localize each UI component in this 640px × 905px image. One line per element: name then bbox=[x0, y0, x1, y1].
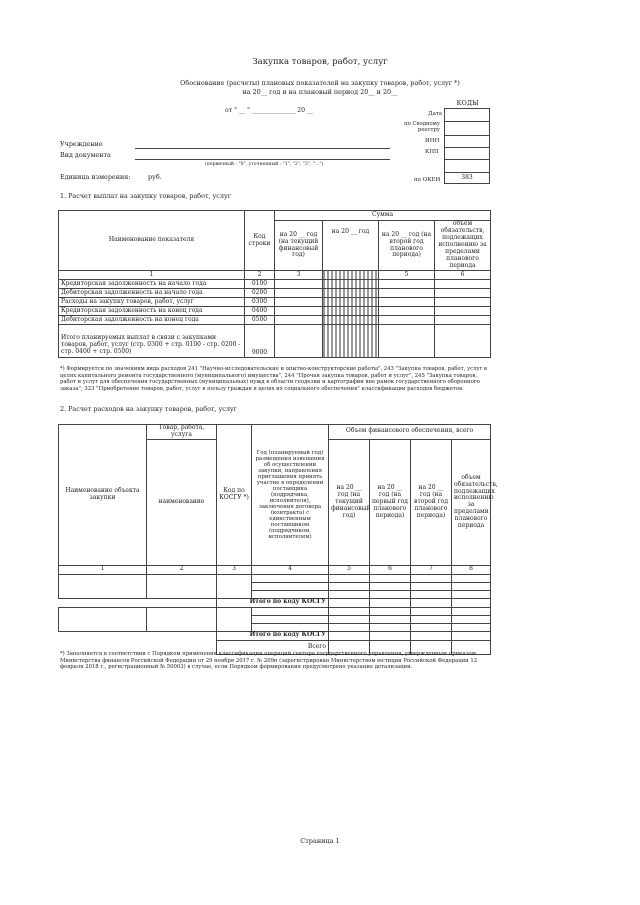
codes-table bbox=[444, 108, 490, 184]
value-cell[interactable] bbox=[452, 590, 491, 598]
okei-label: по ОКЕИ bbox=[414, 177, 441, 183]
value-cell[interactable] bbox=[379, 298, 435, 307]
year-cell[interactable] bbox=[252, 615, 329, 623]
doc-type-hint: (первичный - "0", уточненный - "1", "2", "3", "...") bbox=[205, 162, 324, 167]
subtotal-label: Итого по коду КОСГУ bbox=[217, 631, 329, 640]
goods-cell[interactable] bbox=[147, 607, 217, 631]
value-cell[interactable] bbox=[275, 307, 323, 316]
value-cell[interactable] bbox=[370, 631, 411, 640]
col-kosgu: Код по КОСГУ *) bbox=[217, 425, 252, 566]
row-code: 0100 bbox=[245, 280, 275, 289]
total-row-code: 9000 bbox=[245, 325, 275, 358]
value-cell[interactable] bbox=[379, 280, 435, 289]
year-cell[interactable] bbox=[252, 590, 329, 598]
value-cell[interactable] bbox=[275, 325, 323, 358]
table-row bbox=[59, 298, 491, 307]
section1-title: 1. Расчет выплат на закупку товаров, работ, услуг bbox=[60, 192, 232, 200]
row-name: Кредиторская задолженность на конец года bbox=[59, 307, 245, 316]
total-row bbox=[59, 325, 491, 358]
value-cell[interactable] bbox=[379, 307, 435, 316]
section2-title: 2. Расчет расходов на закупку товаров, работ, услуг bbox=[60, 405, 238, 413]
col-beyond-plan: объем обязательств, подлежащих исполнению за пределами планового периода bbox=[435, 221, 491, 271]
col-goods-name: наименование bbox=[147, 439, 217, 565]
subtotal-label: Итого по коду КОСГУ bbox=[217, 598, 329, 607]
value-cell[interactable] bbox=[435, 298, 491, 307]
value-cell[interactable] bbox=[370, 623, 411, 631]
page-number: Страница 1 bbox=[300, 837, 340, 845]
col-first-plan-year: на 20 __ год bbox=[323, 221, 379, 271]
col-num-1: 1 bbox=[59, 271, 245, 280]
value-cell[interactable] bbox=[452, 615, 491, 623]
col-num-4: 4 bbox=[252, 565, 329, 574]
col-num-3: 3 bbox=[217, 565, 252, 574]
hatched-cell bbox=[323, 271, 379, 280]
document-date: от " __ " ______________ 20 __ bbox=[225, 107, 314, 114]
value-cell[interactable] bbox=[435, 280, 491, 289]
value-cell[interactable] bbox=[452, 631, 491, 640]
object-cell[interactable] bbox=[59, 607, 147, 631]
row-name: Кредиторская задолженность на начало года bbox=[59, 280, 245, 289]
code-cell-blank[interactable] bbox=[445, 160, 490, 173]
col-num-2: 2 bbox=[245, 271, 275, 280]
row-code: 0400 bbox=[245, 307, 275, 316]
hatched-cell bbox=[323, 289, 379, 298]
value-cell[interactable] bbox=[435, 316, 491, 325]
col-goods: Товар, работа, услуга bbox=[147, 425, 217, 440]
value-cell[interactable] bbox=[379, 325, 435, 358]
kosgu-cell[interactable] bbox=[217, 607, 252, 631]
row-name: Дебиторская задолженность на конец года bbox=[59, 316, 245, 325]
value-cell[interactable] bbox=[329, 598, 370, 607]
table-row bbox=[59, 307, 491, 316]
value-cell[interactable] bbox=[370, 582, 411, 590]
kpp-label: КПП bbox=[425, 149, 439, 155]
value-cell[interactable] bbox=[370, 574, 411, 582]
code-cell-date[interactable] bbox=[445, 109, 490, 122]
section1-footnote: *) Формируется по значениям вида расходов 241 "Научно-исследовательские и опытно-конструкторские работы", 243 "Закупка товаров, работ, услуг в целях капитального ремонта государственного (муниципального) имущества", 244 "Прочая закупка товаров, работ и услуг", 245 "Закупка товаров, работ и услуг для обеспечения государственных (муниципальных) нужд в области геодезии и картографии вне рамок государственного оборонного заказа", 323 "Приобретение товаров, работ, услуг в пользу граждан в целях их социального обеспечения" классификации расходов бюджетов. bbox=[60, 366, 488, 392]
row-code: 0200 bbox=[245, 289, 275, 298]
value-cell[interactable] bbox=[370, 615, 411, 623]
value-cell[interactable] bbox=[329, 590, 370, 598]
institution-label: Учреждение bbox=[60, 140, 103, 148]
value-cell[interactable] bbox=[411, 590, 452, 598]
row-code: 0300 bbox=[245, 298, 275, 307]
col-first-plan-year: на 20 __ год (на первый год планового периода) bbox=[370, 439, 411, 565]
value-cell[interactable] bbox=[435, 325, 491, 358]
col-beyond-plan: объем обязательств, подлежащих исполнению за пределами планового периода bbox=[452, 439, 491, 565]
subtotal-row bbox=[59, 631, 491, 640]
year-cell[interactable] bbox=[252, 623, 329, 631]
value-cell[interactable] bbox=[329, 631, 370, 640]
hatched-cell bbox=[323, 325, 379, 358]
section2-footnote: *) Заполняется в соответствии с Порядком применения классификации операций сектора государственного управления, утвержденным приказом Министерства финансов Российской Федерации от 29 ноября 2017 г. № 209н (зарегистрирован Министерством юстиции Российской Федерации 12 февраля 2018 г., регистрационный № 50003) в случае, если Порядком формирования предусмотрено указание детализации. bbox=[60, 651, 478, 671]
col-num-7: 7 bbox=[411, 565, 452, 574]
expenses-table bbox=[58, 424, 498, 655]
hatched-cell bbox=[323, 280, 379, 289]
col-num-6: 6 bbox=[370, 565, 411, 574]
value-cell[interactable] bbox=[411, 582, 452, 590]
planning-period: на 20__ год и на плановый период 20__ и 20__ bbox=[242, 88, 398, 96]
goods-cell[interactable] bbox=[147, 574, 217, 598]
value-cell[interactable] bbox=[411, 631, 452, 640]
code-cell-okei: 383 bbox=[445, 173, 490, 184]
value-cell[interactable] bbox=[370, 598, 411, 607]
value-cell[interactable] bbox=[275, 298, 323, 307]
value-cell[interactable] bbox=[452, 598, 491, 607]
page-title: Закупка товаров, работ, услуг bbox=[252, 57, 388, 67]
col-procurement-object: Наименование объекта закупки bbox=[59, 425, 147, 566]
registry-label: по Сводному реестру bbox=[404, 121, 440, 134]
row-name: Расходы на закупку товаров, работ, услуг bbox=[59, 298, 245, 307]
hatched-cell bbox=[323, 316, 379, 325]
unit-label: Единица измерения: bbox=[60, 173, 131, 181]
doc-type-line[interactable] bbox=[135, 159, 390, 160]
page-subtitle: Обоснование (расчеты) плановых показателей на закупку товаров, работ, услуг *) bbox=[180, 79, 460, 87]
col-second-plan-year: на 20 __ год (на второй год планового периода) bbox=[411, 439, 452, 565]
value-cell[interactable] bbox=[329, 623, 370, 631]
value-cell[interactable] bbox=[411, 607, 452, 615]
value-cell[interactable] bbox=[452, 582, 491, 590]
col-sum: Сумма bbox=[275, 211, 491, 221]
value-cell[interactable] bbox=[379, 316, 435, 325]
value-cell[interactable] bbox=[411, 615, 452, 623]
col-num-5: 5 bbox=[329, 565, 370, 574]
value-cell[interactable] bbox=[452, 607, 491, 615]
value-cell[interactable] bbox=[379, 289, 435, 298]
date-label: Дата bbox=[428, 111, 443, 117]
year-cell[interactable] bbox=[252, 574, 329, 582]
col-num-3: 3 bbox=[275, 271, 323, 280]
table-row bbox=[59, 280, 491, 289]
col-num-2: 2 bbox=[147, 565, 217, 574]
grand-total-label: Всего bbox=[217, 640, 329, 654]
col-indicator-name: Наименование показателя bbox=[59, 211, 245, 271]
institution-line[interactable] bbox=[135, 148, 390, 149]
value-cell[interactable] bbox=[411, 598, 452, 607]
col-current-year: на 20 __ год (на текущий финансовый год) bbox=[329, 439, 370, 565]
value-cell[interactable] bbox=[329, 574, 370, 582]
code-cell-registry[interactable] bbox=[445, 122, 490, 136]
col-num-1: 1 bbox=[59, 565, 147, 574]
year-cell[interactable] bbox=[252, 582, 329, 590]
hatched-cell bbox=[323, 307, 379, 316]
kosgu-cell[interactable] bbox=[217, 574, 252, 598]
col-num-5: 5 bbox=[379, 271, 435, 280]
row-code: 0500 bbox=[245, 316, 275, 325]
unit-value: руб. bbox=[148, 173, 162, 181]
value-cell[interactable] bbox=[452, 574, 491, 582]
doc-type-label: Вид документа bbox=[60, 151, 111, 159]
row-name: Дебиторская задолженность на начало года bbox=[59, 289, 245, 298]
value-cell[interactable] bbox=[411, 623, 452, 631]
code-cell-kpp[interactable] bbox=[445, 148, 490, 160]
value-cell[interactable] bbox=[435, 289, 491, 298]
value-cell[interactable] bbox=[329, 582, 370, 590]
value-cell[interactable] bbox=[411, 574, 452, 582]
inn-label: ИНН bbox=[425, 138, 440, 144]
table-row bbox=[59, 289, 491, 298]
value-cell[interactable] bbox=[329, 615, 370, 623]
col-num-8: 8 bbox=[452, 565, 491, 574]
col-financing: Объем финансового обеспечения, всего bbox=[329, 425, 491, 440]
total-row-name: Итого планируемых выплат в связи с закупками товаров, работ, услуг (стр. 0300 + стр. 0100 - стр. 0200 - стр. 0400 + стр. 0500) bbox=[59, 325, 245, 358]
hatched-cell bbox=[323, 298, 379, 307]
subtotal-row bbox=[59, 598, 491, 607]
value-cell[interactable] bbox=[452, 623, 491, 631]
col-line-code: Код строки bbox=[245, 211, 275, 271]
col-second-plan-year: на 20 __ год (на второй год планового периода) bbox=[379, 221, 435, 271]
table-row bbox=[59, 316, 491, 325]
value-cell[interactable] bbox=[435, 307, 491, 316]
col-placement-year: Год (планируемый год) размещения извещения об осуществлении закупки, направления приглашения принять участие в определении поставщика (подрядчика, исполнителя), заключения договора (контракта) с единственным поставщиком (подрядчиком, исполнителем) bbox=[252, 425, 329, 566]
codes-header: КОДЫ bbox=[456, 99, 479, 107]
col-num-6: 6 bbox=[435, 271, 491, 280]
value-cell[interactable] bbox=[370, 607, 411, 615]
value-cell[interactable] bbox=[275, 280, 323, 289]
value-cell[interactable] bbox=[275, 316, 323, 325]
col-current-year: на 20 __ год (на текущий финансовый год) bbox=[275, 221, 323, 271]
code-cell-inn[interactable] bbox=[445, 136, 490, 148]
payments-table bbox=[58, 210, 491, 358]
value-cell[interactable] bbox=[275, 289, 323, 298]
value-cell[interactable] bbox=[329, 607, 370, 615]
table-row bbox=[59, 607, 491, 615]
value-cell[interactable] bbox=[370, 590, 411, 598]
table-row bbox=[59, 574, 491, 582]
object-cell[interactable] bbox=[59, 574, 147, 598]
year-cell[interactable] bbox=[252, 607, 329, 615]
